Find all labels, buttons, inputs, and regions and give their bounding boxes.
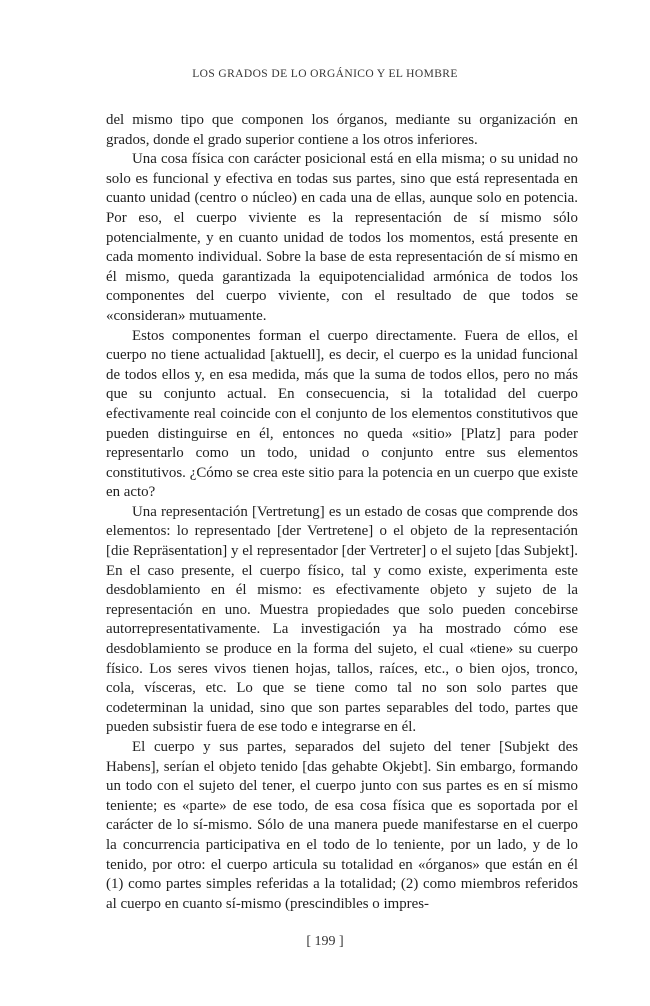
paragraph: Estos componentes forman el cuerpo directamente. Fuera de ellos, el cuerpo no tiene actualidad [aktuell], es decir, el cuerpo es la unidad funcional de todos ellos y, en esa medida, más que la suma de todos ellos, pero no más que su conjunto actual. En consecuencia, si la totalidad del cuerpo efectivamente real coincide con el conjunto de los elementos constitutivos que pueden distinguirse en él, entonces no queda «sitio» [Platz] para poder representarlo como un todo, unidad o conjunto entre sus elementos constitutivos. ¿Cómo se crea este sitio para la potencia en un cuerpo que existe en acto? [106, 327, 578, 501]
paragraph-continued: del mismo tipo que componen los órganos, mediante su organización en grados, donde el grado superior contiene a los otros inferiores. [106, 112, 578, 148]
paragraph: Una cosa física con carácter posicional está en ella misma; o su unidad no solo es funcional y efectiva en todas sus partes, sino que está representada en cuanto unidad (centro o núcleo) en cada una de ellas, aunque solo en potencia. Por eso, el cuerpo viviente es la representación de sí mismo sólo potencialmente, y en cuanto unidad de todos los momentos, está presente en cada momento individual. Sobre la base de esta representación de sí mismo en él mismo, queda garantizada la equipotencialidad armónica de todos los componentes del cuerpo viviente, con el resultado de que todos se «consideran» mutuamente. [106, 151, 578, 324]
body-text [106, 111, 578, 914]
page-number: [ 199 ] [306, 934, 344, 949]
running-head: LOS GRADOS DE LO ORGÁNICO Y EL HOMBRE [192, 68, 458, 80]
paragraph: El cuerpo y sus partes, separados del sujeto del tener [Subjekt des Habens], serían el objeto tenido [das gehabte Okjebt]. Sin embargo, formando un todo con el sujeto del tener, el cuerpo junto con sus partes es en sí mismo teniente; es «parte» de ese todo, de esa cosa física que es soportada por el carácter de lo sí-mismo. Sólo de una manera puede manifestarse en el cuerpo la concurrencia participativa en el todo de lo teniente, por un lado, y de lo tenido, por otro: el cuerpo articula su totalidad en «órganos» que están en él (1) como partes simples referidas a la totalidad; (2) como miembros referidos al cuerpo en cuanto sí-mismo (prescindibles o impres- [106, 739, 578, 912]
paragraph: Una representación [Vertretung] es un estado de cosas que comprende dos elementos: lo representado [der Vertretene] o el objeto de la representación [die Repräsentation] y el representador [der Vertreter] o el sujeto [das Subjekt]. En el caso presente, el cuerpo físico, tal y como existe, experimenta este desdoblamiento en él mismo: es efectivamente objeto y sujeto de la representación en uno. Muestra propiedades que solo pueden concebirse autorrepresentativamente. La investigación ya ha mostrado cómo ese desdoblamiento se produce en la forma del sujeto, el cual «tiene» su cuerpo físico. Los seres vivos tienen hojas, tallos, raíces, etc., o bien ojos, tronco, cola, vísceras, etc. Lo que se tiene como tal no son solo partes que codeterminan la unidad, sino que son partes separables del todo, partes que pueden subsistir fuera de ese todo e integrarse en él. [106, 503, 578, 736]
